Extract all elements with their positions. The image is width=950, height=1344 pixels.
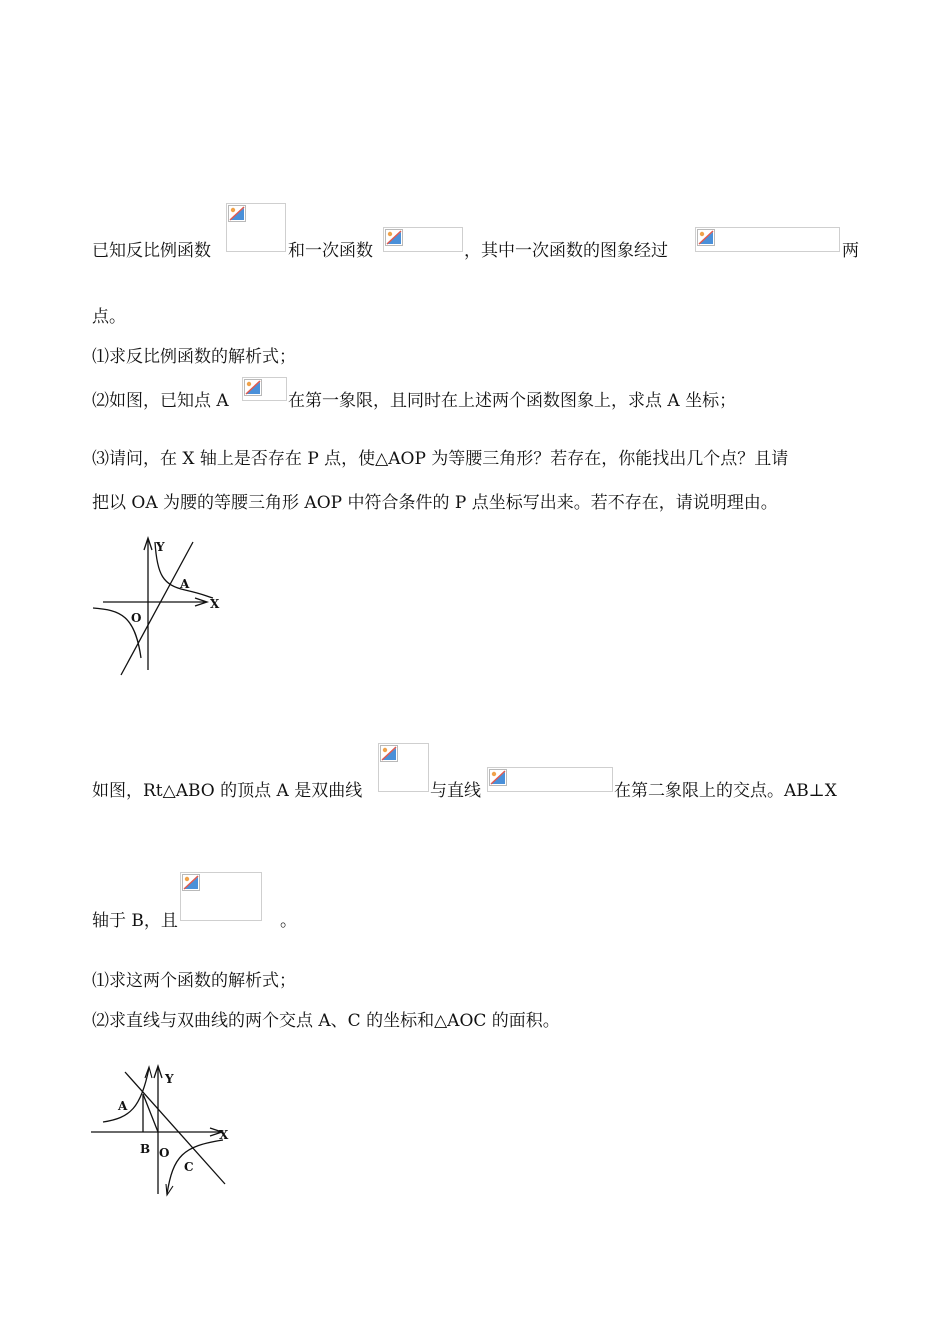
p2-figure [85,1060,235,1200]
formula-image-line [487,767,613,792]
formula-image-point-a [242,377,287,401]
p1-figure [85,530,225,680]
broken-image-icon [489,769,507,786]
p1-label-y: Y [156,540,165,554]
p2-text-seg1: 如图，Rt△ABO 的顶点 A 是双曲线 [92,781,363,801]
p2-hyperbola-q2 [103,1068,149,1122]
p2-text-seg2: 与直线 [430,781,481,801]
broken-image-icon [244,379,262,396]
broken-image-icon [228,205,246,222]
p1-label-x: X [210,597,220,611]
formula-image-linear-function [383,227,463,252]
p2-label-x: X [219,1128,229,1142]
p2-text-seg3: 在第二象限上的交点。AB⊥X [614,781,837,801]
p1-q2-seg2: 在第一象限，且同时在上述两个函数图象上，求点 A 坐标； [288,391,737,411]
p2-hyperbola-arrow-2 [166,1184,173,1195]
broken-image-icon [380,745,398,762]
p1-question1: ⑴求反比例函数的解析式； [92,347,296,367]
p2-label-b: B [140,1142,151,1156]
p1-text-seg4: 两 [842,241,859,261]
p1-question3-line1: ⑶请问，在 X 轴上是否存在 P 点，使△AOP 为等腰三角形？若存在，你能找出几个点？且请 [92,449,789,469]
p1-label-o: O [131,611,142,625]
broken-image-icon [182,874,200,891]
p1-text-seg1: 已知反比例函数 [92,241,211,261]
p1-label-a: A [180,577,190,591]
p2-label-y: Y [165,1072,174,1086]
formula-image-two-points [695,227,840,252]
formula-image-hyperbola [378,743,429,792]
p1-question3-line2: 把以 OA 为腰的等腰三角形 AOP 中符合条件的 P 点坐标写出来。若不存在，请说明理由。 [92,493,778,513]
p1-line2: 点。 [92,307,126,327]
p2-label-o: O [159,1146,170,1160]
p2-label-c: C [184,1160,194,1174]
formula-image-area-condition [180,872,262,921]
p2-question1: ⑴求这两个函数的解析式； [92,971,296,991]
p2-line2-seg1: 轴于 B，且 [92,911,178,931]
p1-text-seg2: 和一次函数 [288,241,373,261]
broken-image-icon [385,229,403,246]
p2-label-a: A [118,1099,128,1113]
formula-image-inverse-function [226,203,286,252]
broken-image-icon [697,229,715,246]
p1-text-seg3: ，其中一次函数的图象经过 [464,241,668,261]
p2-line2-seg2: 。 [280,911,297,931]
p1-q2-seg1: ⑵如图，已知点 A [92,391,229,411]
p2-question2: ⑵求直线与双曲线的两个交点 A、C 的坐标和△AOC 的面积。 [92,1011,560,1031]
p2-hyperbola-q4 [167,1140,223,1194]
